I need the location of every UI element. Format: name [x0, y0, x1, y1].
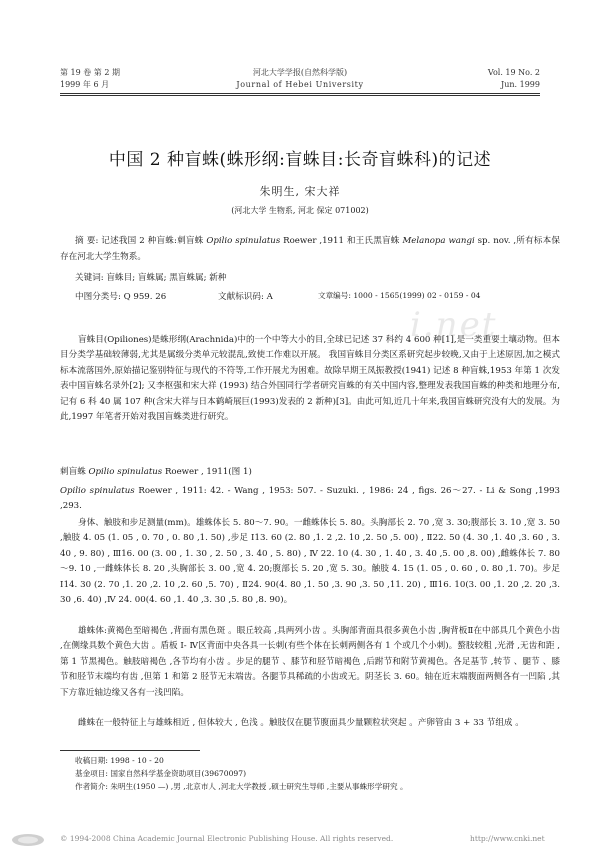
species-name: Opilio spinulatus	[206, 236, 281, 246]
species-heading-latin: Opilio spinulatus	[88, 467, 163, 477]
publisher-logo-icon	[10, 832, 46, 848]
footnotes	[60, 754, 560, 793]
species-name: Melanopa wangi	[402, 236, 475, 246]
keywords: 关键词: 盲蛛目; 盲蛛属; 黑盲蛛属; 新种	[75, 273, 227, 283]
header-volume-issue-en: Vol. 19 No. 2	[487, 68, 540, 77]
received-date: 收稿日期: 1998 - 10 - 20	[75, 756, 164, 765]
abstract	[60, 233, 560, 265]
species-heading-author: Roewer , 1911(图 1)	[162, 467, 252, 477]
footnote-rule	[60, 750, 200, 751]
species-heading-cn: 刺盲蛛	[60, 467, 89, 477]
article-number: 文章编号: 1000 - 1565(1999) 02 - 0159 - 04	[318, 291, 481, 300]
synonymy-latin: Opilio spinulatus	[60, 486, 135, 496]
watermark: i.net	[410, 305, 498, 345]
header-rule	[60, 93, 540, 94]
male-description: 雄蛛体:黄褐色至暗褐色 ,背面有黑色斑 。眼丘较高 ,具两列小齿 。头胸部背面具很多黄色小齿 ,胸背板Ⅱ在中部具几个黄色小齿 ,在侧缘具数个黄色大齿 。盾板 Ⅰ- Ⅳ区背面中央各具一长刺(有些个体在长刺两侧各有 1 个或几个小刺)。螯肢较粗 ,光滑 ,无齿和距 ,第 1 节黑褐色。触肢暗褐色 ,各节均有小齿 。步足的腿节 、膝节和胫节暗褐色 ,后跗节和附节黄褐色。各足基节 ,转节 、腿节 、膝节和胫节末端均有齿 ,但第 1 和第 2 胫节无末端齿。各腿节具稀疏的小齿或无。阴茎长 3. 60。轴在近末端腹面两侧各有一凹陷 ,其下方靠近轴边缘又各有一浅凹陷。	[60, 626, 560, 698]
author-bio: 作者简介: 朱明生(1950 —) ,男 ,北京市人 ,河北大学教授 ,硕士研究生导师 ,主要从事蛛形学研究 。	[75, 782, 408, 791]
abstract-label: 摘 要:	[75, 236, 99, 246]
female-description: 雌蛛在一般特征上与雄蛛相近 , 但体较大 , 色浅 。触肢仅在腿节腹面具少量颗粒状突起 。产卵管由 3 + 33 节组成 。	[78, 718, 524, 728]
abstract-text: sp. nov. ,所有标本保存在河北大学生物系。	[60, 236, 560, 262]
measurements-paragraph: 身体、触肢和步足测量(mm)。雄蛛体长 5. 80～7. 90。一雌蛛体长 5. 80。头胸部长 2. 70 ,宽 3. 30;腹部长 3. 10 ,宽 3. 50 ,触肢 4. 05 (1. 05 , 0. 70 , 0. 80 ,1. 50) ,步足 Ⅰ13. 60 (2. 80 ,1. 2 ,2. 10 ,2. 50 ,5. 00) , Ⅱ22. 50 (4. 30 ,1. 40 ,3. 60 , 3. 40 , 9. 80) , Ⅲ16. 00 (3. 00 , 1. 30 , 2. 50 , 3. 40 , 5. 80) , Ⅳ 22. 10 (4. 30 , 1. 40 , 3. 40 ,5. 00 ,8. 00) ,雌蛛体长 7. 80～9. 10 ,一雌蛛体长 8. 20 ,头胸部长 3. 00 ,宽 4. 20;腹部长 5. 20 ,宽 5. 30。触肢 4. 15 (1. 05 , 0. 60 , 0. 80 ,1. 70)。步足 Ⅰ14. 30 (2. 70 ,1. 20 ,2. 10 ,2. 60 ,5. 70) , Ⅱ24. 90(4. 80 ,1. 50 ,3. 90 ,3. 50 ,11. 20) , Ⅲ16. 10(3. 00 ,1. 20 ,2. 20 ,3. 30 ,6. 40) ,Ⅳ 24. 00(4. 60 ,1. 40 ,3. 30 ,5. 80 ,8. 90)。	[60, 518, 560, 606]
document-code: 文献标识码: A	[218, 292, 273, 302]
intro-paragraph: 盲蛛目(Opiliones)是蛛形纲(Arachnida)中的一个中等大小的目,全球已记述 37 科约 4 600 种[1],是一类重要土壤动物。但本目分类学基础较薄弱,尤其是属级分类单元较混乱,致使工作难以开展。 我国盲蛛目分类区系研究起步较晚,又由于上述原因,加之模式标本流落国外,原始描记鉴别特征与现代的不符等,工作开展尤为困难。故除早期王凤振教授(1941) 记述 8 种盲蛛,1953 年第 1 次发表中国盲蛛名录外[2]; 又李枢强和宋大祥 (1993) 结合外国同行学者研究盲蛛的有关中国内容,整理发表我国盲蛛的种类和地理分布,记有 6 科 40 属 107 种(含宋大祥与日本鹤崎展巨(1993)发表的 2 新种)[3]。由此可知,近几十年来,我国盲蛛研究没有大的发展。为此,1997 年笔者开始对我国盲蛛类进行研究。	[60, 335, 560, 423]
fund-note: 基金项目: 国家自然科学基金资助项目(39670097)	[75, 769, 247, 778]
synonymy-text: Roewer , 1911: 42. - Wang , 1953: 507. - Suzuki. , 1986: 24 , figs. 26～27. - Li & Song ,1993 ,293.	[60, 486, 561, 512]
synonymy	[60, 484, 560, 515]
header-volume-issue-cn: 第 19 卷 第 2 期	[60, 68, 120, 77]
clc-number: 中图分类号: Q 959. 26	[75, 292, 167, 302]
footer	[0, 834, 600, 850]
copyright-notice: © 1994-2008 China Academic Journal Electronic Publishing House. All rights reserved.	[60, 834, 394, 843]
header-date-cn: 1999 年 6 月	[60, 80, 110, 89]
abstract-text: Roewer ,1911 和王氏黑盲蛛	[280, 236, 403, 246]
abstract-text: 记述我国 2 种盲蛛:刺盲蛛	[98, 236, 207, 246]
header-date-en: Jun. 1999	[501, 80, 540, 89]
cnki-link[interactable]: http://www.cnki.net	[470, 834, 545, 843]
affiliation: (河北大学 生物系, 河北 保定 071002)	[231, 206, 369, 215]
article-title: 中国 2 种盲蛛(蛛形纲:盲蛛目:长奇盲蛛科)的记述	[108, 150, 492, 170]
authors: 朱明生, 宋大祥	[259, 185, 341, 198]
species-heading	[60, 465, 252, 477]
header-journal-en: Journal of Hebei University	[236, 80, 364, 89]
header-journal-cn: 河北大学学报(自然科学版)	[252, 68, 348, 77]
header-rule-double	[60, 95, 540, 96]
